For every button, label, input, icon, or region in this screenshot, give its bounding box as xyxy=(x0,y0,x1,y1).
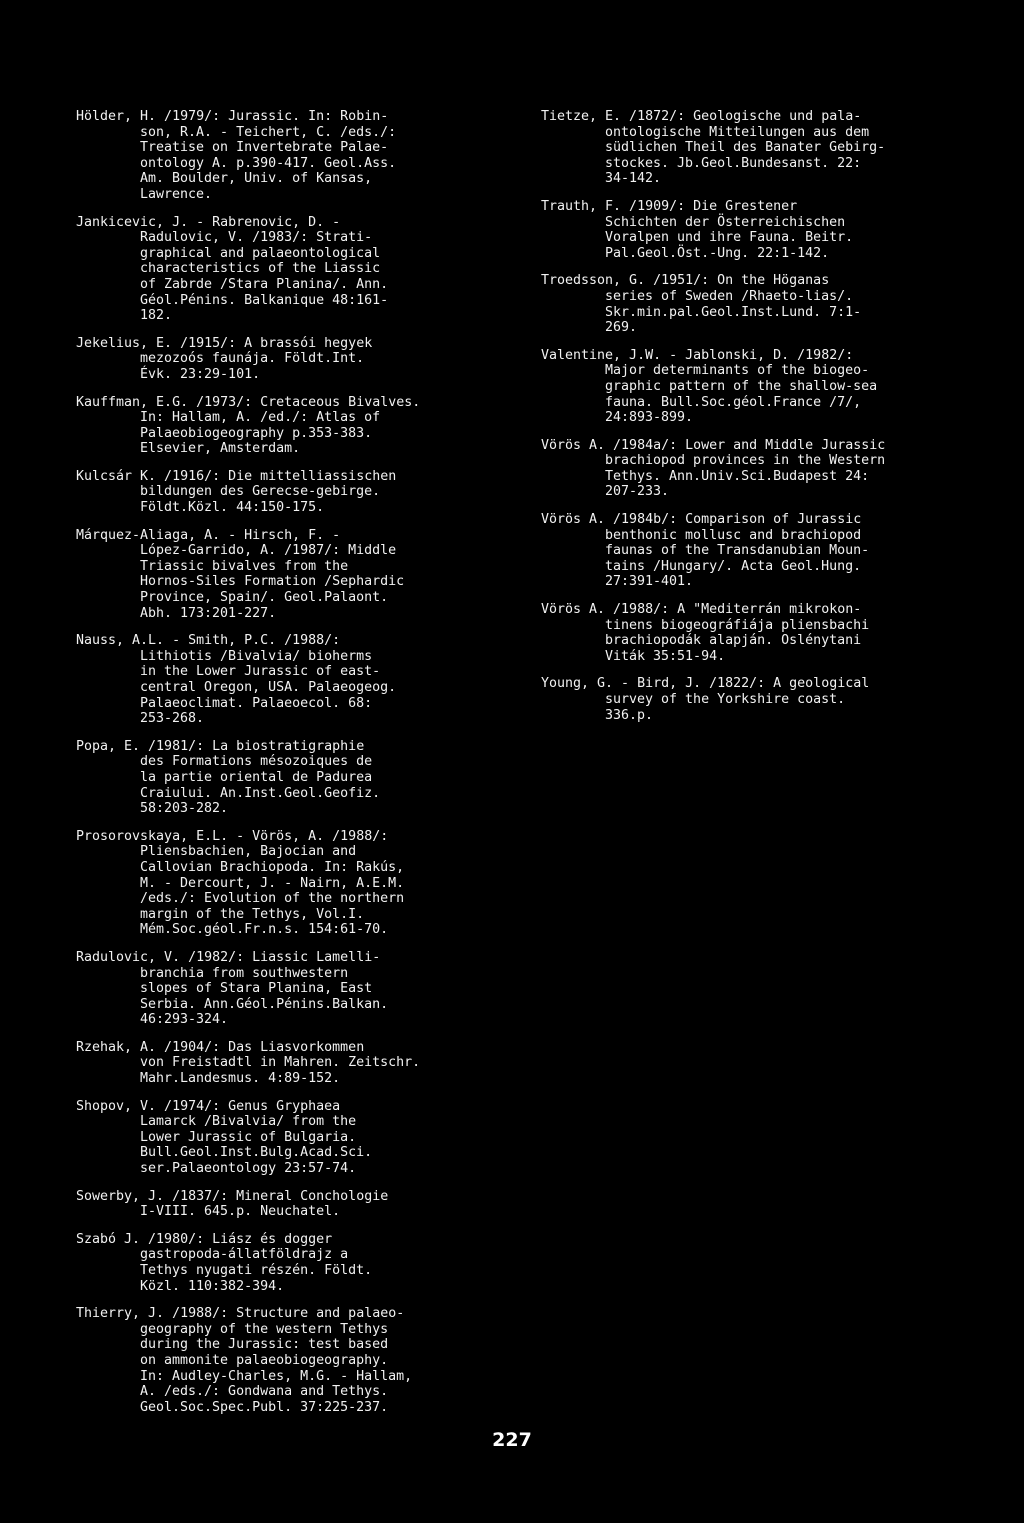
reference-line: Schichten der Österreichischen xyxy=(605,214,846,230)
reference-line: Pal.Geol.Öst.-Ung. 22:1-142. xyxy=(605,245,830,261)
reference-line: Geol.Soc.Spec.Publ. 37:225-237. xyxy=(140,1399,389,1415)
reference-line: M. - Dercourt, J. - Nairn, A.E.M. xyxy=(140,875,405,891)
reference-line: Évk. 23:29-101. xyxy=(140,366,261,382)
reference-line: /eds./: Evolution of the northern xyxy=(140,891,405,907)
reference-line: Szabó J. /1980/: Liász és dogger xyxy=(76,1231,333,1247)
reference-entry xyxy=(541,438,991,500)
reference-line: Közl. 110:382-394. xyxy=(140,1278,285,1294)
reference-line: Lithiotis /Bivalvia/ bioherms xyxy=(140,648,373,664)
reference-line: Lawrence. xyxy=(140,186,213,202)
reference-line: mezozoós faunája. Földt.Int. xyxy=(140,351,365,367)
reference-line: I-VIII. 645.p. Neuchatel. xyxy=(140,1204,341,1220)
reference-entry xyxy=(541,676,991,723)
reference-line: ontology A. p.390-417. Geol.Ass. xyxy=(140,155,397,171)
reference-line: Sowerby, J. /1837/: Mineral Conchologie xyxy=(76,1188,389,1204)
reference-entry xyxy=(76,528,516,622)
page-number: 227 xyxy=(492,1429,532,1451)
reference-line: 253-268. xyxy=(140,711,205,727)
reference-line: López-Garrido, A. /1987/: Middle xyxy=(140,543,397,559)
reference-line: Vörös A. /1988/: A "Mediterrán mikrokon- xyxy=(541,602,862,618)
reference-line: Troedsson, G. /1951/: On the Höganas xyxy=(541,273,830,289)
reference-line: graphic pattern of the shallow-sea xyxy=(605,378,878,394)
reference-line: Mahr.Landesmus. 4:89-152. xyxy=(140,1071,341,1087)
reference-entry xyxy=(76,1306,516,1415)
reference-line: Tietze, E. /1872/: Geologische und pala- xyxy=(541,109,862,124)
reference-line: Shopov, V. /1974/: Genus Gryphaea xyxy=(76,1098,341,1114)
reference-line: 27:391-401. xyxy=(605,574,694,590)
reference-entry xyxy=(76,469,516,516)
reference-entry xyxy=(76,633,516,727)
reference-line: Tethys nyugati részén. Földt. xyxy=(140,1263,373,1278)
reference-line: Kauffman, E.G. /1973/: Cretaceous Bivalves. xyxy=(76,394,421,410)
reference-line: 336.p. xyxy=(605,707,654,723)
reference-line: des Formations mésozoiques de xyxy=(140,754,373,770)
reference-line: benthonic mollusc and brachiopod xyxy=(605,527,862,543)
reference-line: 46:293-324. xyxy=(140,1012,229,1028)
reference-line: Young, G. - Bird, J. /1822/: A geological xyxy=(541,676,870,692)
reference-line: Triassic bivalves from the xyxy=(140,558,349,574)
reference-entry xyxy=(76,215,516,324)
reference-line: stockes. Jb.Geol.Bundesanst. 22: xyxy=(605,155,862,171)
reference-line: Treatise on Invertebrate Palae- xyxy=(140,140,389,156)
reference-line: ser.Palaeontology 23:57-74. xyxy=(140,1161,357,1177)
reference-entry xyxy=(76,950,516,1028)
reference-line: von Freistadtl in Mahren. Zeitschr. xyxy=(140,1055,421,1071)
reference-line: Thierry, J. /1988/: Structure and palaeo- xyxy=(76,1306,405,1322)
reference-line: Radulovic, V. /1982/: Liassic Lamelli- xyxy=(76,949,381,965)
reference-line: Rzehak, A. /1904/: Das Liasvorkommen xyxy=(76,1039,365,1055)
reference-line: Elsevier, Amsterdam. xyxy=(140,441,301,457)
reference-line: in the Lower Jurassic of east- xyxy=(140,664,381,680)
reference-line: Vörös A. /1984b/: Comparison of Jurassic xyxy=(541,512,862,528)
reference-line: Major determinants of the biogeo- xyxy=(605,363,870,379)
reference-line: Vörös A. /1984a/: Lower and Middle Jurassic xyxy=(541,437,886,453)
reference-entry xyxy=(541,109,991,187)
reference-line: Craiului. An.Inst.Geol.Geofiz. xyxy=(140,785,381,801)
reference-line: Márquez-Aliaga, A. - Hirsch, F. - xyxy=(76,527,341,543)
reference-line: 34-142. xyxy=(605,171,662,187)
reference-line: gastropoda-állatföldrajz a xyxy=(140,1247,349,1263)
reference-line: Tethys. Ann.Univ.Sci.Budapest 24: xyxy=(605,468,870,484)
references-left-column xyxy=(76,109,516,1427)
reference-line: Hölder, H. /1979/: Jurassic. In: Robin- xyxy=(76,109,389,124)
reference-line: 58:203-282. xyxy=(140,801,229,817)
reference-line: Pliensbachien, Bajocian and xyxy=(140,844,357,860)
reference-entry xyxy=(76,1232,516,1294)
reference-line: Lower Jurassic of Bulgaria. xyxy=(140,1129,357,1145)
reference-line: Palaeobiogeography p.353-383. xyxy=(140,425,373,441)
reference-line: Viták 35:51-94. xyxy=(605,648,726,664)
reference-line: Géol.Pénins. Balkanique 48:161- xyxy=(140,292,389,308)
reference-line: 182. xyxy=(140,308,173,324)
reference-line: Popa, E. /1981/: La biostratigraphie xyxy=(76,738,365,754)
reference-line: on ammonite palaeobiogeography. xyxy=(140,1352,389,1368)
reference-line: Lamarck /Bivalvia/ from the xyxy=(140,1114,357,1130)
reference-line: bildungen des Gerecse-gebirge. xyxy=(140,484,381,500)
reference-line: series of Sweden /Rhaeto-lias/. xyxy=(605,288,854,304)
reference-line: margin of the Tethys, Vol.I. xyxy=(140,906,365,922)
reference-line: Jankicevic, J. - Rabrenovic, D. - xyxy=(76,214,341,230)
reference-line: Radulovic, V. /1983/: Strati- xyxy=(140,230,373,246)
reference-line: Serbia. Ann.Géol.Pénins.Balkan. xyxy=(140,996,389,1012)
reference-line: faunas of the Transdanubian Moun- xyxy=(605,543,870,559)
reference-line: Földt.Közl. 44:150-175. xyxy=(140,500,325,516)
reference-entry xyxy=(76,739,516,817)
reference-line: of Zabrde /Stara Planina/. Ann. xyxy=(140,276,389,292)
reference-line: Jekelius, E. /1915/: A brassói hegyek xyxy=(76,335,373,351)
reference-line: südlichen Theil des Banater Gebirg- xyxy=(605,140,886,156)
reference-line: Valentine, J.W. - Jablonski, D. /1982/: xyxy=(541,347,854,363)
reference-line: Nauss, A.L. - Smith, P.C. /1988/: xyxy=(76,633,341,649)
reference-line: la partie oriental de Padurea xyxy=(140,769,373,785)
reference-line: brachiopodák alapján. Oslénytani xyxy=(605,633,862,649)
reference-line: Voralpen und ihre Fauna. Beitr. xyxy=(605,230,854,246)
reference-line: Kulcsár K. /1916/: Die mittelliassischen xyxy=(76,468,397,484)
reference-line: geography of the western Tethys xyxy=(140,1321,389,1337)
reference-line: Province, Spain/. Geol.Palaont. xyxy=(140,590,389,606)
reference-entry xyxy=(541,348,991,426)
reference-entry xyxy=(541,273,991,335)
reference-line: slopes of Stara Planina, East xyxy=(140,981,373,997)
reference-line: In: Audley-Charles, M.G. - Hallam, xyxy=(140,1368,413,1384)
reference-entry xyxy=(76,336,516,383)
references-right-column xyxy=(541,109,991,735)
reference-line: Prosorovskaya, E.L. - Vörös, A. /1988/: xyxy=(76,828,389,844)
reference-line: Mém.Soc.géol.Fr.n.s. 154:61-70. xyxy=(140,922,389,938)
reference-line: characteristics of the Liassic xyxy=(140,261,381,277)
reference-line: Abh. 173:201-227. xyxy=(140,605,277,621)
reference-line: graphical and palaeontological xyxy=(140,245,381,261)
reference-line: 24:893-899. xyxy=(605,410,694,426)
reference-line: 269. xyxy=(605,320,638,336)
reference-entry xyxy=(76,395,516,457)
reference-entry xyxy=(76,1040,516,1087)
reference-line: fauna. Bull.Soc.géol.France /7/, xyxy=(605,394,862,410)
reference-entry xyxy=(541,602,991,664)
reference-line: tains /Hungary/. Acta Geol.Hung. xyxy=(605,558,862,574)
reference-line: Callovian Brachiopoda. In: Rakús, xyxy=(140,859,405,875)
reference-line: Hornos-Siles Formation /Sephardic xyxy=(140,574,405,590)
reference-line: ontologische Mitteilungen aus dem xyxy=(605,124,870,140)
reference-entry xyxy=(76,829,516,938)
reference-line: brachiopod provinces in the Western xyxy=(605,453,886,469)
reference-line: tinens biogeográfiája pliensbachi xyxy=(605,617,870,633)
reference-line: A. /eds./: Gondwana and Tethys. xyxy=(140,1384,389,1400)
reference-line: Trauth, F. /1909/: Die Grestener xyxy=(541,198,798,214)
reference-entry xyxy=(76,1099,516,1177)
reference-line: Skr.min.pal.Geol.Inst.Lund. 7:1- xyxy=(605,304,862,320)
reference-line: branchia from southwestern xyxy=(140,965,349,981)
reference-line: Palaeoclimat. Palaeoecol. 68: xyxy=(140,695,373,711)
reference-line: survey of the Yorkshire coast. xyxy=(605,692,846,707)
reference-entry xyxy=(541,199,991,261)
reference-line: In: Hallam, A. /ed./: Atlas of xyxy=(140,410,381,426)
reference-line: Bull.Geol.Inst.Bulg.Acad.Sci. xyxy=(140,1145,373,1161)
reference-line: Am. Boulder, Univ. of Kansas, xyxy=(140,171,373,187)
reference-line: son, R.A. - Teichert, C. /eds./: xyxy=(140,124,397,140)
reference-entry xyxy=(76,1189,516,1220)
reference-line: 207-233. xyxy=(605,484,670,500)
reference-line: during the Jurassic: test based xyxy=(140,1337,389,1353)
reference-line: central Oregon, USA. Palaeogeog. xyxy=(140,680,397,695)
reference-entry xyxy=(76,109,516,203)
reference-entry xyxy=(541,512,991,590)
